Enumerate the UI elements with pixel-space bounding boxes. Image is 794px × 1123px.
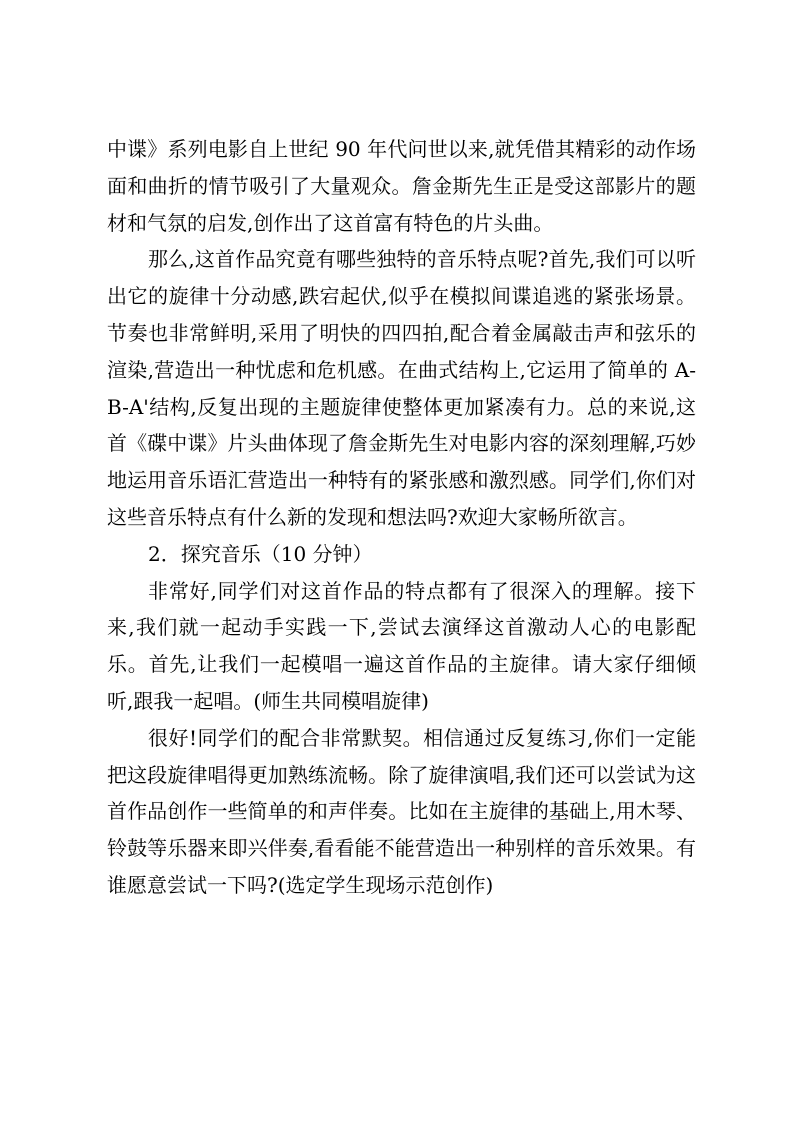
paragraph-harmony-accompaniment: 很好!同学们的配合非常默契。相信通过反复练习,你们一定能把这段旋律唱得更加熟练流畅。除了旋律演唱,我们还可以尝试为这首作品创作一些简单的和声伴奏。比如在主旋律的基础上,用木琴、铃鼓等乐器来即兴伴奏,看看能不能营造出一种别样的音乐效果。有谁愿意尝试一下吗?(选定学生现场示范创作) (107, 725, 696, 897)
paragraph-music-features: 那么,这首作品究竟有哪些独特的音乐特点呢?首先,我们可以听出它的旋律十分动感,跌宕起伏,似乎在模拟间谍追逃的紧张场景。节奏也非常鲜明,采用了明快的四四拍,配合着金属敲击声和弦乐的渲染,营造出一种忧虑和危机感。在曲式结构上,它运用了简单的 A-B-A'结构,反复出现的主题旋律使整体更加紧凑有力。总的来说,这首《碟中谍》片头曲体现了詹金斯先生对电影内容的深刻理解,巧妙地运用音乐语汇营造出一种特有的紧张感和激烈感。同学们,你们对这些音乐特点有什么新的发现和想法吗?欢迎大家畅所欲言。 (107, 247, 696, 529)
paragraph-continuation: 中谍》系列电影自上世纪 90 年代问世以来,就凭借其精彩的动作场面和曲折的情节吸引了大量观众。詹金斯先生正是受这部影片的题材和气氛的启发,创作出了这首富有特色的片头曲。 (107, 137, 696, 235)
paragraph-practice-singing: 非常好,同学们对这首作品的特点都有了很深入的理解。接下来,我们就一起动手实践一下,尝试去演绎这首激动人心的电影配乐。首先,让我们一起模唱一遍这首作品的主旋律。请大家仔细倾听,跟我一起唱。(师生共同模唱旋律) (107, 578, 696, 713)
document-body (107, 131, 696, 904)
section-heading-explore-music: 2．探究音乐（10 分钟） (148, 541, 373, 566)
